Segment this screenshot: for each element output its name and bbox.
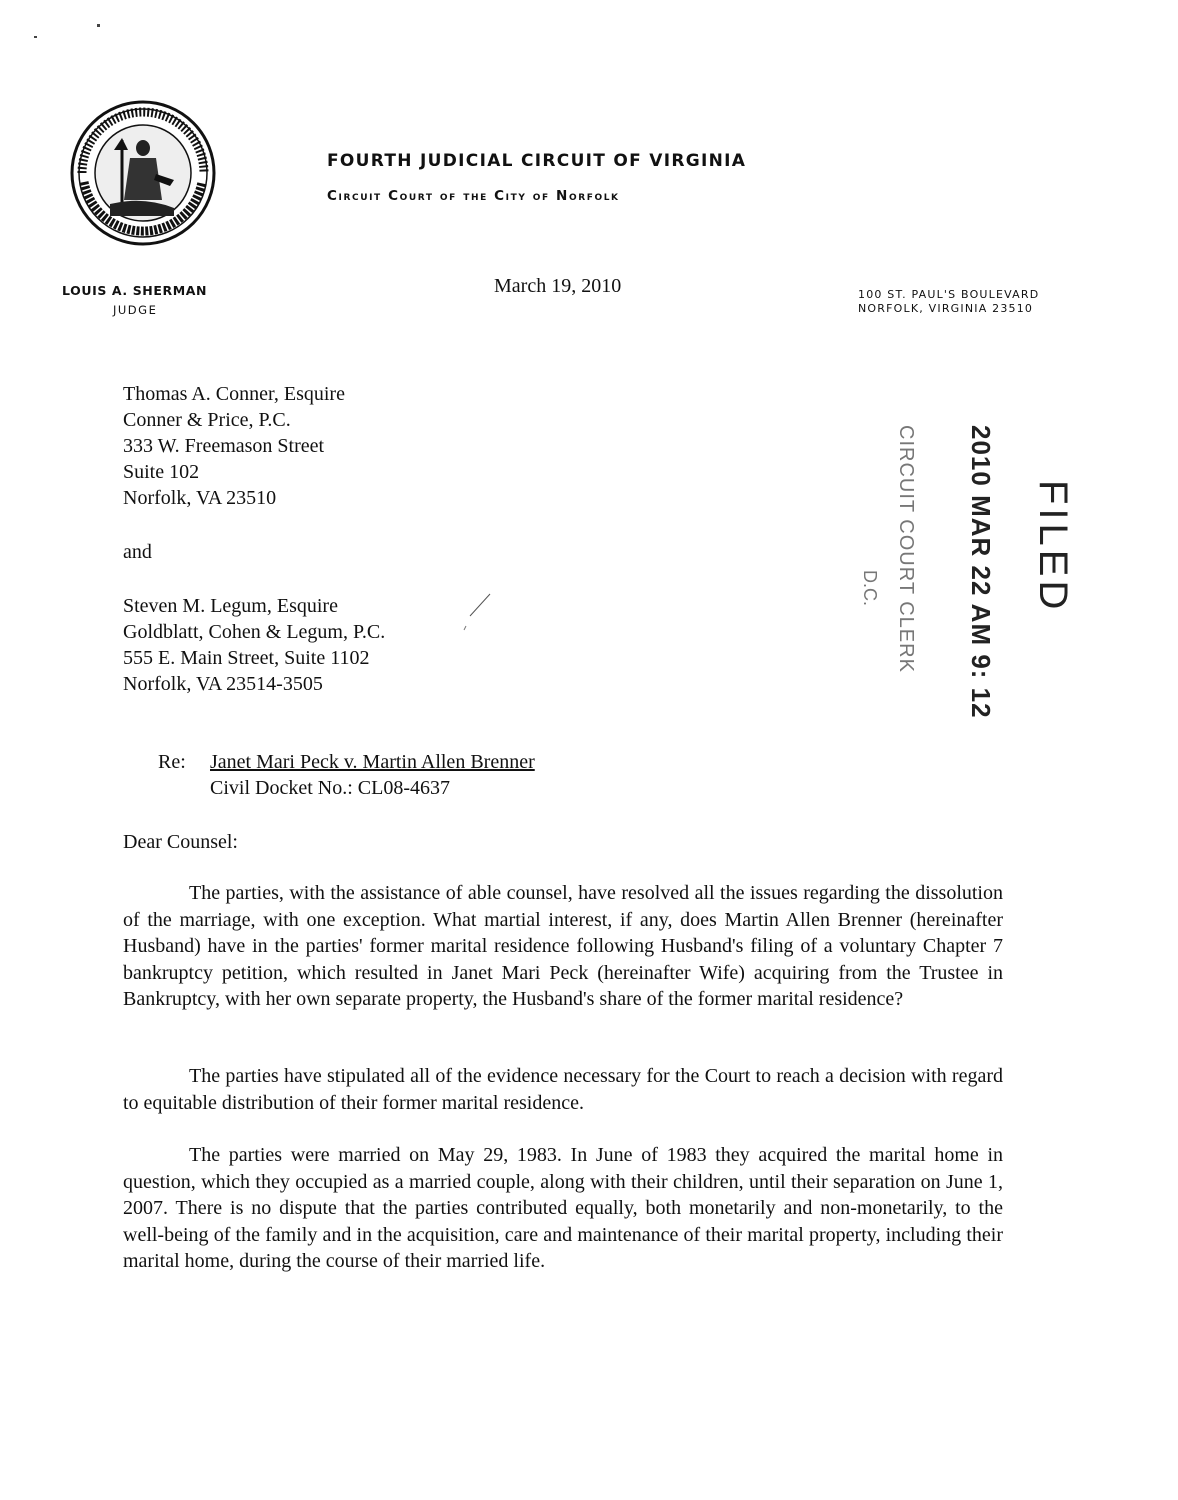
stamp-clerk: CIRCUIT COURT CLERK [895,425,917,673]
re-docket-number: Civil Docket No.: CL08-4637 [210,777,450,799]
stamp-datetime: 2010 MAR 22 AM 9: 12 [966,425,996,719]
court-address-line1: 100 ST. PAUL'S BOULEVARD [858,288,1040,301]
scan-stroke [460,590,496,636]
body-paragraph: The parties have stipulated all of the evidence necessary for the Court to reach a decision with regard to equitable distribution of their former marital residence. [123,1065,1003,1114]
recipient-line: Norfolk, VA 23510 [123,487,277,509]
scan-speck [97,24,100,27]
re-case-name: Janet Mari Peck v. Martin Allen Brenner [210,751,535,773]
recipient-line: Steven M. Legum, Esquire [123,595,338,617]
re-label: Re: [158,751,186,773]
recipient-line: Norfolk, VA 23514-3505 [123,673,323,695]
recipient-line: 555 E. Main Street, Suite 1102 [123,647,370,669]
virginia-seal-icon [70,100,216,246]
judge-name: LOUIS A. SHERMAN [62,283,208,298]
letter-date: March 19, 2010 [494,275,622,297]
salutation: Dear Counsel: [123,831,238,853]
re-block [158,749,535,801]
recipient-address-block [123,381,345,511]
and-connector: and [123,541,152,563]
court-address-line2: NORFOLK, VIRGINIA 23510 [858,302,1034,315]
recipient-address-block [123,593,385,697]
court-name: FOURTH JUDICIAL CIRCUIT OF VIRGINIA [327,151,747,171]
body-paragraph: The parties were married on May 29, 1983. In June of 1983 they acquired the marital home in question, which they occupied as a married couple, along with their children, until their separation on June 1, 2007. There is no dispute that the parties contributed equally, both monetarily and non-monetarily, to the well-being of the family and in the acquisition, care and maintenance of their marital property, including their marital home, during the course of their married life. [123,1144,1003,1272]
judge-title: JUDGE [113,303,158,317]
scan-speck [34,36,37,38]
recipient-line: Thomas A. Conner, Esquire [123,383,345,405]
filed-stamp [840,420,1075,719]
stamp-dc: D.C. [860,570,880,606]
court-subtitle: Circuit Court of the City of Norfolk [327,188,620,204]
recipient-line: Conner & Price, P.C. [123,409,291,431]
recipient-line: Suite 102 [123,461,200,483]
body-paragraph: The parties, with the assistance of able counsel, have resolved all the issues regarding the dissolution of the marriage, with one exception. What martial interest, if any, does Martin Allen Brenner (hereinafter Husband) have in the parties' former marital residence following Husband's filing of a voluntary Chapter 7 bankruptcy petition, which resulted in Janet Mari Peck (hereinafter Wife) acquiring from the Trustee in Bankruptcy, with her own separate property, the Husband's share of the former marital residence? [123,882,1003,1010]
recipient-line: 333 W. Freemason Street [123,435,325,457]
recipient-line: Goldblatt, Cohen & Legum, P.C. [123,621,386,643]
stamp-filed: FILED [1031,480,1075,614]
